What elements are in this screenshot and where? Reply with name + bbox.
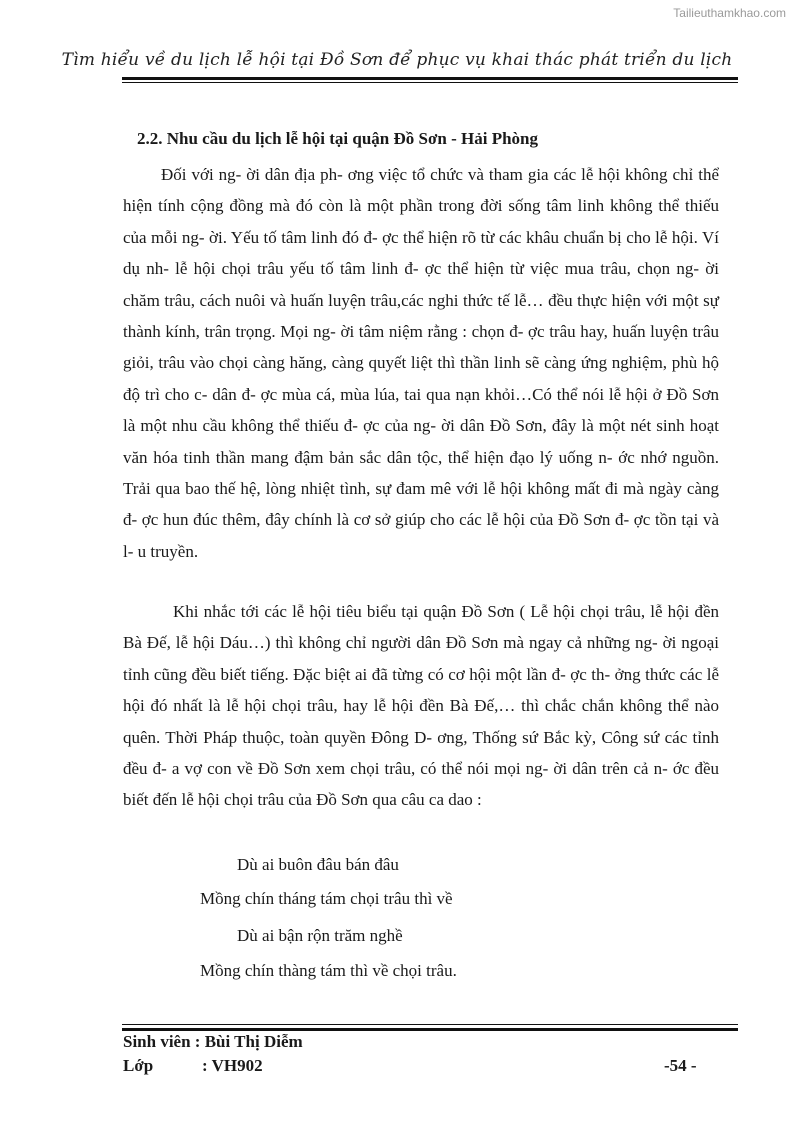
footer-rule-thick <box>122 1028 738 1031</box>
verse-line-4: Mồng chín thàng tám thì về chọi trâu. <box>200 961 457 980</box>
footer-student: Sinh viên : Bùi Thị Diễm <box>123 1032 303 1051</box>
verse-line-2: Mồng chín tháng tám chọi trâu thì về <box>200 889 453 908</box>
footer-rule-thin <box>122 1024 738 1025</box>
section-heading: 2.2. Nhu cầu du lịch lễ hội tại quận Đồ Sơn - Hải Phòng <box>137 129 538 148</box>
footer-class <box>123 1056 263 1076</box>
header-rule-thick <box>122 77 738 80</box>
verse-line-1: Dù ai buôn đâu bán đâu <box>237 855 399 874</box>
running-header-title: Tìm hiểu về du lịch lễ hội tại Đồ Sơn để phục vụ khai thác phát triển du lịch <box>61 50 733 70</box>
footer-class-value: : VH902 <box>202 1056 263 1075</box>
watermark-text: Tailieuthamkhao.com <box>673 6 786 20</box>
paragraph-2 <box>123 596 719 816</box>
footer-class-label: Lớp <box>123 1056 154 1075</box>
verse-line-3: Dù ai bận rộn trăm nghề <box>237 926 403 945</box>
header-rule-thin <box>122 82 738 83</box>
paragraph-text: Đối với ng- ời dân địa ph- ơng việc tổ chức và tham gia các lễ hội không chỉ thể hiện tính cộng đồng mà đó còn là một phần trong đời sống tâm linh không thể thiếu của mỗi ng- ời. Yếu tố tâm linh đó đ- ợc thể hiện rõ từ các khâu chuẩn bị cho lễ hội. Ví dụ nh- lễ hội chọi trâu yếu tố tâm linh đ- ợc thể hiện từ việc mua trâu, chọn ng- ời chăm trâu, cách nuôi và huấn luyện trâu,các nghi thức tế lễ… đều thực hiện với một sự thành kính, trân trọng. Mọi ng- ời tâm niệm rằng : chọn đ- ợc trâu hay, huấn luyện trâu giỏi, trâu vào chọi càng hăng, càng quyết liệt thì thần linh sẽ càng ứng nghiệm, phù hộ độ trì cho c- dân đ- ợc mùa cá, mùa lúa, tai qua nạn khỏi…Có thể nói lễ hội ở Đồ Sơn là một nhu cầu không thể thiếu đ- ợc của ng- ời dân Đồ Sơn, đây là một nét sinh hoạt văn hóa tinh thần mang đậm bản sắc dân tộc, thể hiện đạo lý uống n- ớc nhớ nguồn. Trải qua bao thế hệ, lòng nhiệt tình, sự đam mê với lễ hội không mất đi mà ngày càng đ- ợc hun đúc thêm, đây chính là cơ sở giúp cho các lễ hội của Đồ Sơn đ- ợc tồn tại và l- u truyền. <box>123 165 719 561</box>
paragraph-text: Khi nhắc tới các lễ hội tiêu biểu tại quận Đồ Sơn ( Lễ hội chọi trâu, lễ hội đền Bà Đế, lễ hội Dáu…) thì không chỉ người dân Đồ Sơn mà ngay cả những ng- ời ngoại tỉnh cũng đều biết tiếng. Đặc biệt ai đã từng có cơ hội một lần đ- ợc th- ởng thức các lễ hội đó nhất là lễ hội chọi trâu, hay lễ hội đền Bà Đế,… thì chắc chắn không thể nào quên. Thời Pháp thuộc, toàn quyền Đông D- ơng, Thống sứ Bắc kỳ, Công sứ các tỉnh đều đ- a vợ con về Đồ Sơn xem chọi trâu, có thể nói mọi ng- ời dân trên cả n- ớc đều biết đến lễ hội chọi trâu của Đồ Sơn qua câu ca dao : <box>123 602 719 810</box>
paragraph-1 <box>123 159 719 567</box>
page-number: -54 - <box>664 1056 697 1075</box>
